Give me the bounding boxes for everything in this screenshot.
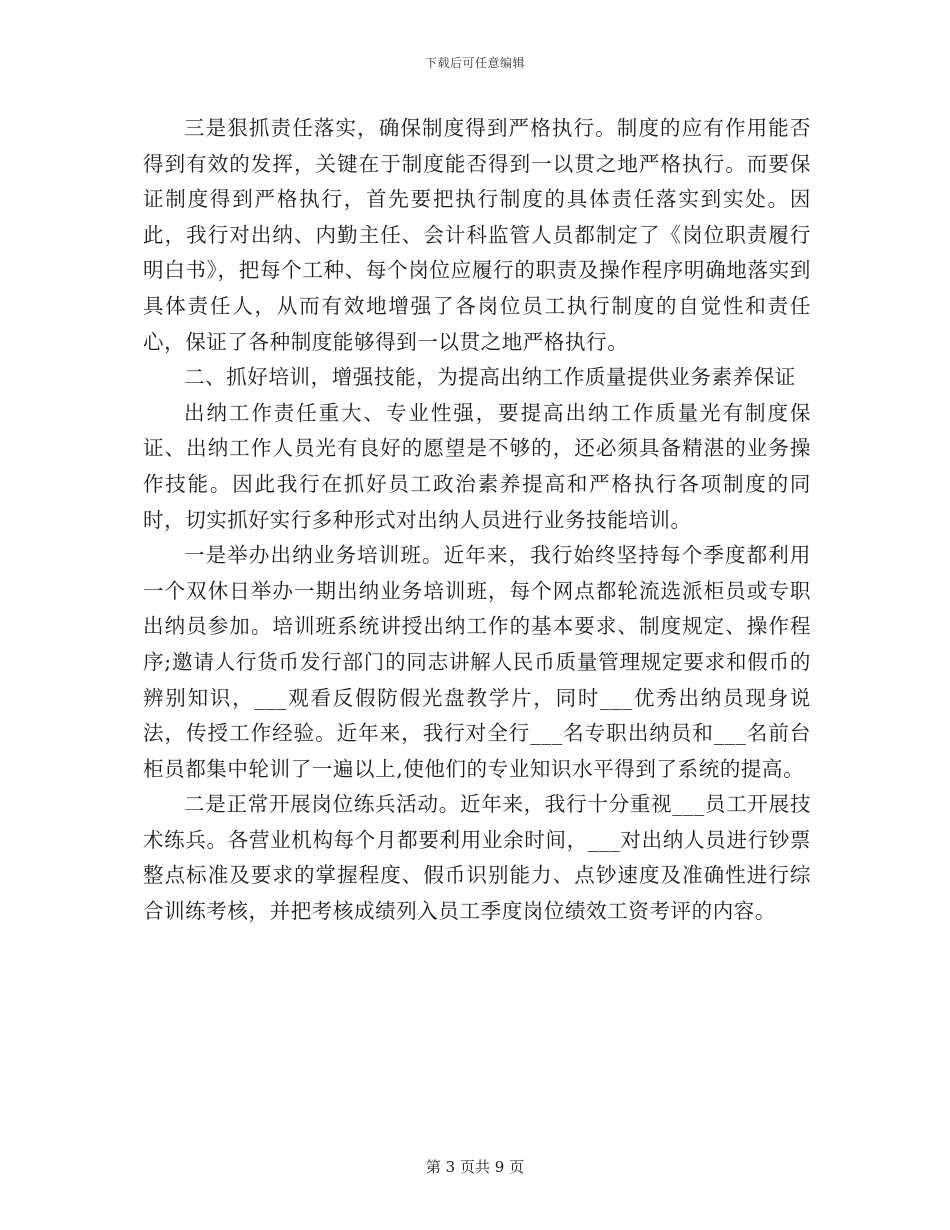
paragraph-training-class: 一是举办出纳业务培训班。近年来，我行始终坚持每个季度都利用一个双休日举办一期出纳业务培训班，每个网点都轮流选派柜员或专职出纳员参加。培训班系统讲授出纳工作的基本要求、制度规定、操作程序;邀请人行货币发行部门的同志讲解人民币质量管理规定要求和假币的辨别知识，___观看反假防假光盘教学片，同时___优秀出纳员现身说法，传授工作经验。近年来，我行对全行___名专职出纳员和___名前台柜员都集中轮训了一遍以上,使他们的专业知识水平得到了系统的提高。 — [143, 543, 811, 781]
section-heading-training: 二、抓好培训，增强技能，为提高出纳工作质量提供业务素养保证 — [184, 365, 796, 390]
paragraph-responsibility: 三是狠抓责任落实，确保制度得到严格执行。制度的应有作用能否得到有效的发挥，关键在于制度能否得到一以贯之地严格执行。而要保证制度得到严格执行，首先要把执行制度的具体责任落实到实处。因此，我行对出纳、内勤主任、会计科监管人员都制定了《岗位职责履行明白书》，把每个工种、每个岗位应履行的职责及操作程序明确地落实到具体责任人，从而有效地增强了各岗位员工执行制度的自觉性和责任心，保证了各种制度能够得到一以贯之地严格执行。 — [143, 116, 811, 354]
document-body — [143, 111, 811, 930]
page-number: 第 3 页共 9 页 — [425, 1158, 525, 1176]
paragraph-training-intro: 出纳工作责任重大、专业性强，要提高出纳工作质量光有制度保证、出纳工作人员光有良好的愿望是不够的，还必须具备精湛的业务操作技能。因此我行在抓好员工政治素养提高和严格执行各项制度的同时，切实抓好实行多种形式对出纳人员进行业务技能培训。 — [143, 400, 811, 532]
paragraph-skill-drill: 二是正常开展岗位练兵活动。近年来，我行十分重视___员工开展技术练兵。各营业机构每个月都要利用业余时间，___对出纳人员进行钞票整点标准及要求的掌握程度、假币识别能力、点钞速度及准确性进行综合训练考核，并把考核成绩列入员工季度岗位绩效工资考评的内容。 — [143, 792, 811, 924]
page-header-note: 下载后可任意编辑 — [424, 56, 525, 70]
